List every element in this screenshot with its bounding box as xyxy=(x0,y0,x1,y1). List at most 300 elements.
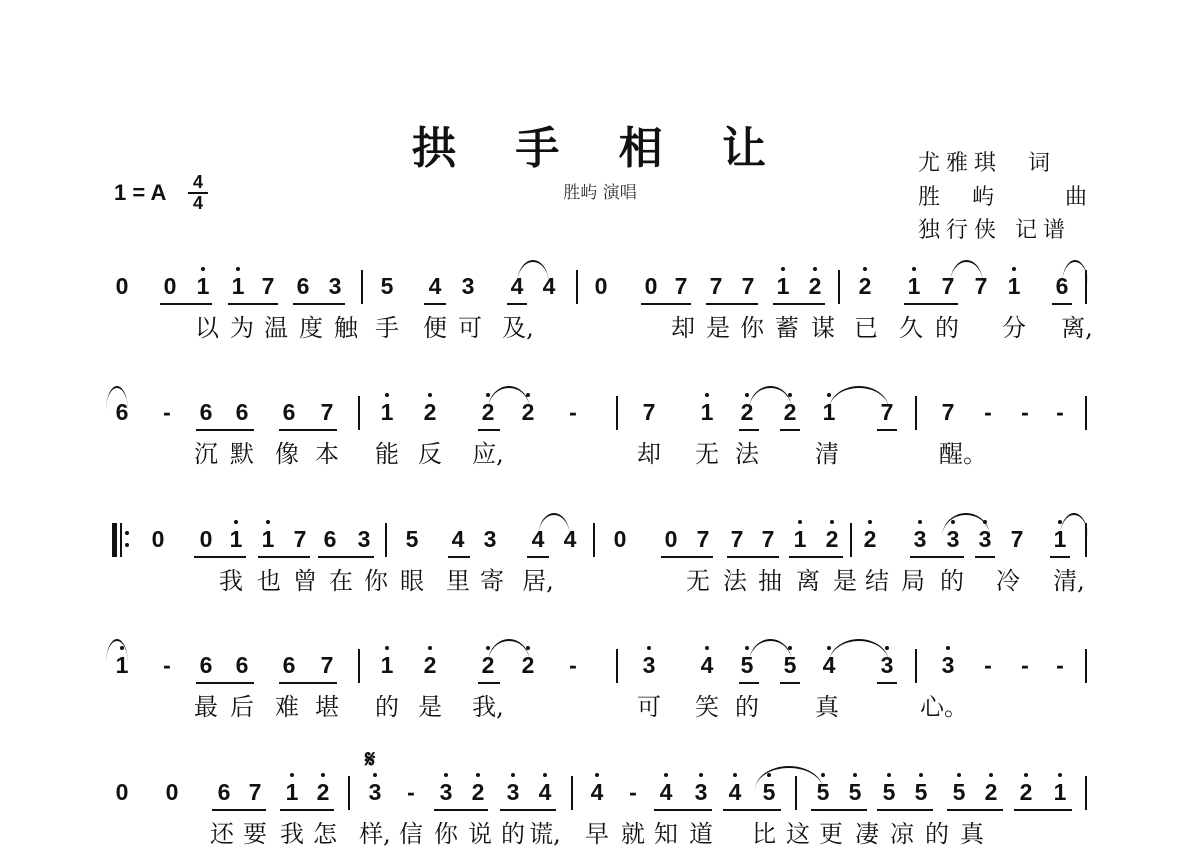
jianpu-note: - xyxy=(1056,399,1064,425)
octave-dot xyxy=(781,267,785,271)
tie-slur xyxy=(1062,260,1088,284)
beam-underline xyxy=(258,556,310,558)
jianpu-note: 7 xyxy=(293,526,307,552)
beam-underline xyxy=(910,556,964,558)
lyric-char: 的 xyxy=(925,820,949,848)
lyric-char: 谎, xyxy=(529,820,561,848)
beam-underline xyxy=(654,809,712,811)
jianpu-note: - xyxy=(984,399,992,425)
lyric-char: 你 xyxy=(364,567,388,595)
lyric-char: 早 xyxy=(585,820,609,848)
lyric-char: 我 xyxy=(219,567,243,595)
lyric-char: 你 xyxy=(740,314,764,342)
time-signature-top: 4 xyxy=(192,172,203,192)
bar-line xyxy=(838,270,840,304)
octave-dot xyxy=(830,520,834,524)
jianpu-note: 1 xyxy=(380,652,394,678)
octave-dot xyxy=(236,267,240,271)
octave-dot xyxy=(290,773,294,777)
lyric-char: 的 xyxy=(375,693,399,721)
octave-dot xyxy=(234,520,238,524)
jianpu-note: 2 xyxy=(808,273,822,299)
jianpu-note: 7 xyxy=(1010,526,1024,552)
beam-underline xyxy=(780,682,800,684)
jianpu-note: 4 xyxy=(451,526,465,552)
staff-system xyxy=(0,398,1200,478)
beam-underline xyxy=(293,303,345,305)
jianpu-note: - xyxy=(569,652,577,678)
lyric-char: 分 xyxy=(1002,314,1026,342)
octave-dot xyxy=(946,646,950,650)
lyric-char: 居, xyxy=(522,567,554,595)
lyric-char: 还 xyxy=(210,820,234,848)
bar-line xyxy=(593,523,595,557)
tie-slur xyxy=(749,386,792,410)
jianpu-note: 5 xyxy=(762,779,776,805)
octave-dot xyxy=(745,393,749,397)
lyric-char: 反 xyxy=(418,440,442,468)
jianpu-note: 1 xyxy=(700,399,714,425)
staff-system xyxy=(0,525,1200,605)
jianpu-note: 7 xyxy=(248,779,262,805)
lyric-char: 凉 xyxy=(890,820,914,848)
jianpu-note: 5 xyxy=(882,779,896,805)
jianpu-note: 2 xyxy=(423,399,437,425)
octave-dot xyxy=(868,520,872,524)
jianpu-note: 0 xyxy=(115,779,129,805)
time-signature xyxy=(188,174,208,212)
octave-dot xyxy=(321,773,325,777)
lyric-char: 无 xyxy=(695,440,719,468)
octave-dot xyxy=(705,646,709,650)
bar-line xyxy=(361,270,363,304)
jianpu-note: 2 xyxy=(481,652,495,678)
beam-underline xyxy=(478,429,500,431)
jianpu-note: 4 xyxy=(538,779,552,805)
beam-underline xyxy=(641,303,691,305)
jianpu-note: 6 xyxy=(235,652,249,678)
jianpu-note: 0 xyxy=(613,526,627,552)
bar-line xyxy=(576,270,578,304)
jianpu-note: 2 xyxy=(984,779,998,805)
lyric-char: 抽 xyxy=(758,567,782,595)
beam-underline xyxy=(318,556,374,558)
segno-sign: 𝄋 xyxy=(365,744,376,773)
tie-slur xyxy=(517,260,549,284)
jianpu-note: - xyxy=(1021,652,1029,678)
jianpu-note: 1 xyxy=(380,399,394,425)
singer-credit: 胜屿 演唱 xyxy=(563,183,637,203)
bar-line xyxy=(385,523,387,557)
lyric-char: 可 xyxy=(458,314,482,342)
lyric-char: 及, xyxy=(502,314,534,342)
tie-slur xyxy=(829,639,889,663)
jianpu-note: 4 xyxy=(700,652,714,678)
octave-dot xyxy=(813,267,817,271)
tie-slur xyxy=(829,386,889,410)
beam-underline xyxy=(877,682,897,684)
lyric-char: 法 xyxy=(735,440,759,468)
beam-underline xyxy=(196,429,254,431)
repeat-start-sign xyxy=(112,523,142,557)
jianpu-note: 1 xyxy=(115,652,129,678)
key-signature: 1 = A xyxy=(114,180,167,205)
lyric-char: 结 xyxy=(865,567,889,595)
jianpu-note: 3 xyxy=(483,526,497,552)
jianpu-note: 3 xyxy=(946,526,960,552)
lyric-char: 已 xyxy=(854,314,878,342)
beam-underline xyxy=(279,682,337,684)
staff-system xyxy=(0,272,1200,352)
jianpu-note: 3 xyxy=(357,526,371,552)
octave-dot xyxy=(798,520,802,524)
beam-underline xyxy=(780,429,800,431)
jianpu-note: 5 xyxy=(740,652,754,678)
lyric-char: 样, xyxy=(359,820,391,848)
beam-underline xyxy=(811,809,867,811)
lyric-char: 谋 xyxy=(811,314,835,342)
lyric-char: 默 xyxy=(230,440,254,468)
lyric-char: 便 xyxy=(423,314,447,342)
jianpu-note: 6 xyxy=(235,399,249,425)
beam-underline xyxy=(500,809,556,811)
lyric-char: 心。 xyxy=(920,693,968,721)
tie-slur xyxy=(942,513,990,537)
bar-line xyxy=(915,649,917,683)
beam-underline xyxy=(279,429,337,431)
jianpu-note: 4 xyxy=(822,652,836,678)
octave-dot xyxy=(647,646,651,650)
jianpu-note: 7 xyxy=(709,273,723,299)
octave-dot xyxy=(664,773,668,777)
beam-underline xyxy=(212,809,266,811)
jianpu-note: 2 xyxy=(423,652,437,678)
octave-dot xyxy=(887,773,891,777)
tie-slur xyxy=(950,260,983,284)
lyric-char: 久 xyxy=(899,314,923,342)
jianpu-note: 0 xyxy=(163,273,177,299)
octave-dot xyxy=(863,267,867,271)
octave-dot xyxy=(201,267,205,271)
jianpu-note: 6 xyxy=(115,399,129,425)
beam-underline xyxy=(947,809,1003,811)
jianpu-note: 1 xyxy=(1053,526,1067,552)
lyric-char: 最 xyxy=(194,693,218,721)
lyric-char: 清, xyxy=(1053,567,1085,595)
lyric-char: 信 xyxy=(399,820,423,848)
jianpu-note: 0 xyxy=(165,779,179,805)
beam-underline xyxy=(723,809,781,811)
song-title: 拱 手 相 让 xyxy=(412,123,788,174)
jianpu-note: 3 xyxy=(694,779,708,805)
octave-dot xyxy=(989,773,993,777)
lyric-char: 以 xyxy=(195,314,219,342)
jianpu-note: 2 xyxy=(825,526,839,552)
beam-underline xyxy=(280,809,334,811)
bar-line xyxy=(616,649,618,683)
staff-system xyxy=(0,651,1200,731)
lyric-char: 知 xyxy=(654,820,678,848)
beam-underline xyxy=(1050,556,1070,558)
beam-underline xyxy=(194,556,246,558)
staff-system xyxy=(0,744,1200,858)
tie-slur xyxy=(106,639,128,663)
lyric-char: 曾 xyxy=(293,567,317,595)
lyric-char: 触 xyxy=(334,314,358,342)
beam-underline xyxy=(706,303,758,305)
jianpu-note: 4 xyxy=(728,779,742,805)
jianpu-note: 7 xyxy=(696,526,710,552)
octave-dot xyxy=(1058,773,1062,777)
lyric-char: 的 xyxy=(501,820,525,848)
jianpu-note: 7 xyxy=(880,399,894,425)
bar-line xyxy=(1085,649,1087,683)
lyric-char: 清 xyxy=(815,440,839,468)
octave-dot xyxy=(428,393,432,397)
lyric-char: 堪 xyxy=(315,693,339,721)
octave-dot xyxy=(912,267,916,271)
jianpu-note: 4 xyxy=(428,273,442,299)
lyricist-credit: 尤雅琪 词 xyxy=(918,151,1056,176)
octave-dot xyxy=(733,773,737,777)
octave-dot xyxy=(745,646,749,650)
jianpu-note: 4 xyxy=(542,273,556,299)
beam-underline xyxy=(975,556,995,558)
lyric-char: 也 xyxy=(257,567,281,595)
octave-dot xyxy=(595,773,599,777)
beam-underline xyxy=(789,556,843,558)
lyric-char: 是 xyxy=(418,693,442,721)
beam-underline xyxy=(228,303,278,305)
beam-underline xyxy=(904,303,958,305)
lyric-char: 就 xyxy=(621,820,645,848)
octave-dot xyxy=(444,773,448,777)
beam-underline xyxy=(877,809,933,811)
jianpu-note: 6 xyxy=(1055,273,1069,299)
beam-underline xyxy=(773,303,825,305)
tie-slur xyxy=(1060,513,1088,537)
jianpu-note: 3 xyxy=(941,652,955,678)
jianpu-note: 6 xyxy=(282,399,296,425)
beam-underline xyxy=(1014,809,1072,811)
lyric-char: 蓄 xyxy=(775,314,799,342)
bar-line xyxy=(358,649,360,683)
octave-dot xyxy=(543,773,547,777)
octave-dot xyxy=(486,393,490,397)
bar-line xyxy=(571,776,573,810)
jianpu-note: 0 xyxy=(199,526,213,552)
jianpu-note: 3 xyxy=(913,526,927,552)
jianpu-note: 1 xyxy=(776,273,790,299)
jianpu-note: 3 xyxy=(506,779,520,805)
jianpu-note: 2 xyxy=(481,399,495,425)
tie-slur xyxy=(755,766,823,790)
tie-slur xyxy=(488,386,530,410)
jianpu-note: - xyxy=(163,399,171,425)
octave-dot xyxy=(821,773,825,777)
transcriber-credit: 独行侠 记谱 xyxy=(918,218,1071,243)
jianpu-note: 2 xyxy=(471,779,485,805)
jianpu-note: 5 xyxy=(848,779,862,805)
octave-dot xyxy=(385,393,389,397)
lyric-char: 道 xyxy=(689,820,713,848)
jianpu-note: 4 xyxy=(659,779,673,805)
bar-line xyxy=(1085,776,1087,810)
jianpu-note: 1 xyxy=(196,273,210,299)
jianpu-note: 7 xyxy=(974,273,988,299)
lyric-char: 度 xyxy=(299,314,323,342)
beam-underline xyxy=(527,556,549,558)
beam-underline xyxy=(739,682,759,684)
jianpu-note: 5 xyxy=(952,779,966,805)
jianpu-note: 1 xyxy=(229,526,243,552)
octave-dot xyxy=(919,773,923,777)
tie-slur xyxy=(749,639,792,663)
jianpu-note: - xyxy=(407,779,415,805)
beam-underline xyxy=(877,429,897,431)
beam-underline xyxy=(507,303,527,305)
jianpu-note: 7 xyxy=(941,273,955,299)
lyric-char: 凄 xyxy=(855,820,879,848)
jianpu-note: - xyxy=(163,652,171,678)
jianpu-note: 5 xyxy=(380,273,394,299)
lyric-char: 像 xyxy=(275,440,299,468)
lyric-char: 在 xyxy=(329,567,353,595)
lyric-char: 这 xyxy=(786,820,810,848)
jianpu-note: 7 xyxy=(941,399,955,425)
lyric-char: 寄 xyxy=(480,567,504,595)
octave-dot xyxy=(385,646,389,650)
octave-dot xyxy=(957,773,961,777)
jianpu-note: 2 xyxy=(740,399,754,425)
octave-dot xyxy=(486,646,490,650)
jianpu-note: 2 xyxy=(783,399,797,425)
lyric-char: 冷 xyxy=(996,567,1020,595)
jianpu-note: 4 xyxy=(563,526,577,552)
lyric-char: 后 xyxy=(230,693,254,721)
lyric-char: 真 xyxy=(960,820,984,848)
jianpu-note: 5 xyxy=(914,779,928,805)
jianpu-note: 1 xyxy=(261,526,275,552)
lyric-char: 可 xyxy=(637,693,661,721)
octave-dot xyxy=(428,646,432,650)
beam-underline xyxy=(478,682,500,684)
lyric-char: 说 xyxy=(468,820,492,848)
lyric-char: 笑 xyxy=(695,693,719,721)
jianpu-note: 1 xyxy=(285,779,299,805)
lyric-char: 却 xyxy=(671,314,695,342)
octave-dot xyxy=(699,773,703,777)
jianpu-note: 6 xyxy=(217,779,231,805)
jianpu-note: 0 xyxy=(664,526,678,552)
octave-dot xyxy=(827,646,831,650)
jianpu-note: 0 xyxy=(151,526,165,552)
lyric-char: 为 xyxy=(230,314,254,342)
bar-line xyxy=(915,396,917,430)
jianpu-note: 7 xyxy=(761,526,775,552)
jianpu-note: 2 xyxy=(316,779,330,805)
jianpu-note: 6 xyxy=(282,652,296,678)
jianpu-note: 2 xyxy=(858,273,872,299)
jianpu-note: 5 xyxy=(816,779,830,805)
jianpu-note: 6 xyxy=(199,399,213,425)
jianpu-note: 7 xyxy=(741,273,755,299)
lyric-char: 我, xyxy=(472,693,504,721)
lyric-char: 手 xyxy=(375,314,399,342)
lyric-char: 更 xyxy=(819,820,843,848)
lyric-char: 是 xyxy=(706,314,730,342)
tie-slur xyxy=(538,513,570,537)
octave-dot xyxy=(266,520,270,524)
lyric-char: 却 xyxy=(637,440,661,468)
bar-line xyxy=(358,396,360,430)
jianpu-note: 1 xyxy=(822,399,836,425)
lyric-char: 局 xyxy=(901,567,925,595)
jianpu-note: 6 xyxy=(199,652,213,678)
beam-underline xyxy=(727,556,779,558)
jianpu-note: 4 xyxy=(510,273,524,299)
lyric-char: 醒。 xyxy=(939,440,987,468)
jianpu-note: 2 xyxy=(521,399,535,425)
lyric-char: 的 xyxy=(935,314,959,342)
jianpu-note: 4 xyxy=(590,779,604,805)
jianpu-note: 2 xyxy=(863,526,877,552)
jianpu-note: 1 xyxy=(907,273,921,299)
jianpu-note: 2 xyxy=(1019,779,1033,805)
octave-dot xyxy=(705,393,709,397)
lyric-char: 要 xyxy=(243,820,267,848)
beam-underline xyxy=(160,303,212,305)
lyric-char: 离, xyxy=(1061,314,1093,342)
jianpu-note: 1 xyxy=(1007,273,1021,299)
jianpu-note: 0 xyxy=(115,273,129,299)
jianpu-note: 7 xyxy=(320,652,334,678)
jianpu-note: 1 xyxy=(793,526,807,552)
jianpu-note: 3 xyxy=(368,779,382,805)
jianpu-note: 3 xyxy=(642,652,656,678)
beam-underline xyxy=(1052,303,1072,305)
lyric-char: 能 xyxy=(375,440,399,468)
lyric-char: 离 xyxy=(796,567,820,595)
octave-dot xyxy=(885,646,889,650)
jianpu-note: 3 xyxy=(880,652,894,678)
octave-dot xyxy=(827,393,831,397)
beam-underline xyxy=(196,682,254,684)
beam-underline xyxy=(424,303,446,305)
lyric-char: 法 xyxy=(723,567,747,595)
octave-dot xyxy=(918,520,922,524)
jianpu-note: 5 xyxy=(405,526,419,552)
lyric-char: 温 xyxy=(264,314,288,342)
beam-underline xyxy=(448,556,470,558)
lyric-char: 本 xyxy=(315,440,339,468)
jianpu-note: 7 xyxy=(674,273,688,299)
lyric-char: 难 xyxy=(275,693,299,721)
lyric-char: 的 xyxy=(735,693,759,721)
lyric-char: 眼 xyxy=(400,567,424,595)
beam-underline xyxy=(434,809,488,811)
beam-underline xyxy=(661,556,713,558)
jianpu-note: 7 xyxy=(261,273,275,299)
composer-credit: 胜 屿 曲 xyxy=(918,185,1093,210)
jianpu-note: - xyxy=(1056,652,1064,678)
tie-slur xyxy=(106,386,128,410)
bar-line xyxy=(850,523,852,557)
octave-dot xyxy=(476,773,480,777)
lyric-char: 的 xyxy=(940,567,964,595)
jianpu-note: 4 xyxy=(531,526,545,552)
jianpu-note: 6 xyxy=(323,526,337,552)
